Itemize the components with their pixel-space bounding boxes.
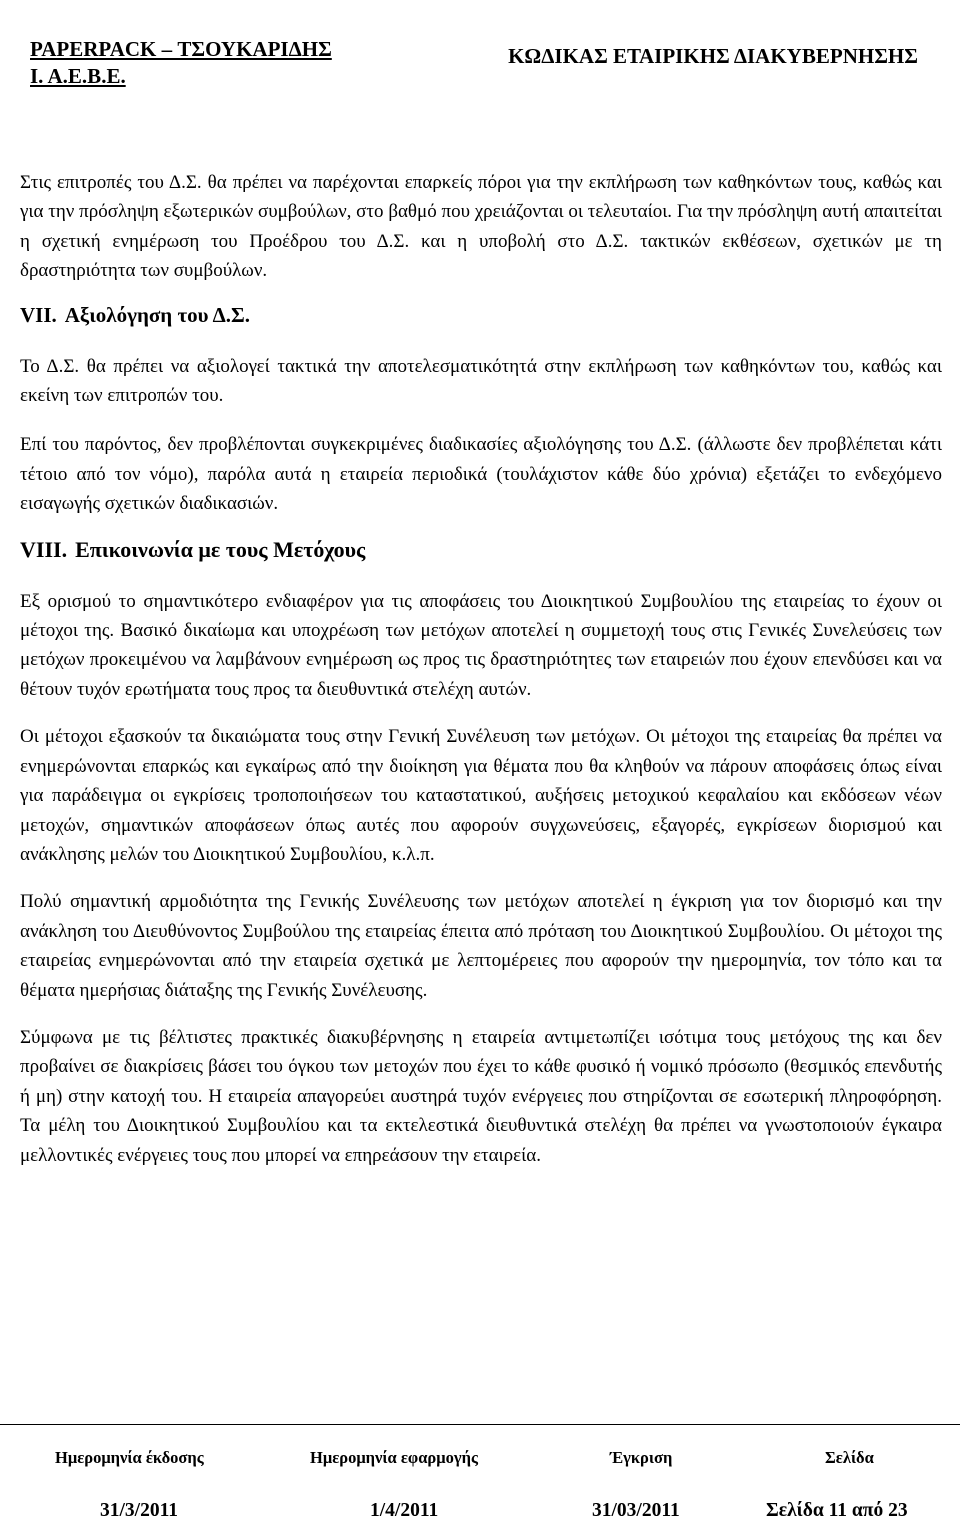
company-name-line1: PAPERPACK – ΤΣΟΥΚΑΡΙΔΗΣ <box>30 37 332 61</box>
footer-effective-date: 1/4/2011 <box>370 1500 439 1521</box>
paragraph-board-evaluation: Το Δ.Σ. θα πρέπει να αξιολογεί τακτικά την αποτελεσματικότητά στην εκπλήρωση των καθηκόντων του, καθώς και εκείνη των επιτροπών του. <box>20 355 942 407</box>
section-number: VII. <box>20 302 57 327</box>
footer-label-issue-date: Ημερομηνία έκδοσης <box>55 1448 204 1467</box>
paragraph-equal-treatment: Σύμφωνα με τις βέλτιστες πρακτικές διακυβέρνησης η εταιρεία αντιμετωπίζει ισότιμα τους μετόχους της και δεν προβαίνει σε διακρίσεις βάσει του όγκου των μετοχών που έχει το κάθε φυσικό ή νομικό πρόσωπο (θεσμικός επενδυτής ή μη) στην κατοχή του. Η εταιρεία απαγορεύει αυστηρά τυχόν ενέργειες που στηρίζονται σε εσωτερική πληροφόρηση. Τα μέλη του Διοικητικού Συμβουλίου και τα εκτελεστικά διευθυντικά στελέχη θα πρέπει να γνωστοποιούν έγκαιρα μελλοντικές ενέργειες τους που μπορεί να επηρεάσουν την εταιρεία. <box>20 1026 942 1166</box>
company-name <box>30 36 332 90</box>
document-title: ΚΩΔΙΚΑΣ ΕΤΑΙΡΙΚΗΣ ΔΙΑΚΥΒΕΡΝΗΣΗΣ <box>508 44 918 68</box>
footer-approval-date: 31/03/2011 <box>592 1500 680 1521</box>
section-heading-vii <box>20 300 942 330</box>
page-body <box>20 168 942 1170</box>
paragraph-committees-resources: Στις επιτροπές του Δ.Σ. θα πρέπει να παρέχονται επαρκείς πόροι για την εκπλήρωση των καθηκόντων τους, καθώς και για την πρόσληψη εξωτερικών συμβούλων, στο βαθμό που χρειάζονται οι τελευταίοι. Για την πρόσληψη αυτή απαιτείται η σχετική ενημέρωση του Προέδρου του Δ.Σ. και η υποβολή στο Δ.Σ. τακτικών εκθέσεων, σχετικών με τη δραστηριότητα των συμβούλων. <box>20 172 942 282</box>
section-title: Επικοινωνία με τους Μετόχους <box>75 536 366 562</box>
footer-issue-date: 31/3/2011 <box>100 1500 179 1521</box>
section-number: VIII. <box>20 536 68 562</box>
footer-page-number: Σελίδα 11 από 23 <box>766 1500 908 1521</box>
page-footer <box>0 1424 960 1520</box>
section-heading-viii <box>20 535 942 565</box>
paragraph-shareholder-interest: Εξ ορισμού το σημαντικότερο ενδιαφέρον για τις αποφάσεις του Διοικητικού Συμβουλίου της εταιρείας το έχουν οι μέτοχοι της. Βασικό δικαίωμα και υποχρέωση των μετόχων αποτελεί η συμμετοχή τους στις Γενικές Συνελεύσεις των μετόχων προκειμένου να λαμβάνουν ενημέρωση ως προς τις δραστηριότητες των εταιρειών που έχουν επενδύσει και να θέτουν τυχόν ερωτήματα τους προς τα διευθυντικά στελέχη αυτών. <box>20 590 942 700</box>
footer-label-effective-date: Ημερομηνία εφαρμογής <box>310 1448 478 1467</box>
paragraph-general-assembly: Πολύ σημαντική αρμοδιότητα της Γενικής Συνέλευσης των μετόχων αποτελεί η έγκριση για τον διορισμό και την ανάκληση του Διευθύνοντος Συμβούλου της εταιρείας έπειτα από πρόταση του Διοικητικού Συμβουλίου. Οι μέτοχοι της εταιρείας ενημερώνονται από την εταιρεία σχετικά με λεπτομέρειες που αφορούν την ημερομηνία, τον τόπο και τα θέματα ημερήσιας διάταξης της Γενικής Συνέλευσης. <box>20 891 942 1001</box>
section-title: Αξιολόγηση του Δ.Σ. <box>64 302 251 327</box>
paragraph-shareholder-rights: Οι μέτοχοι εξασκούν τα δικαιώματα τους στην Γενική Συνέλευση των μετόχων. Οι μέτοχοι της εταιρείας θα πρέπει να ενημερώνονται επαρκώς και εγκαίρως από την διοίκηση για θέματα που θα κληθούν να πάρουν αποφάσεις όπως είναι για παράδειγμα οι εγκρίσεις τροποποιήσεων του καταστατικού, αυξήσεις μετοχικού κεφαλαίου και εκδόσεων νέων μετοχών, σημαντικών αποφάσεων όπως αυτές που αφορούν συγχωνεύσεις, εξαγορές, εγκρίσεων διορισμού και ανάκλησης μελών του Διοικητικού Συμβουλίου, κ.λ.π. <box>20 726 942 865</box>
company-name-line2: Ι. Α.Ε.Β.Ε. <box>30 64 126 88</box>
page-header <box>0 0 960 108</box>
paragraph-evaluation-procedures: Επί του παρόντος, δεν προβλέπονται συγκεκριμένες διαδικασίες αξιολόγησης του Δ.Σ. (άλλωστε δεν προβλέπεται κάτι τέτοιο από τον νόμο), παρόλα αυτά η εταιρεία περιοδικά (τουλάχιστον κάθε δύο χρόνια) εξετάζει το ενδεχόμενο εισαγωγής σχετικών διαδικασιών. <box>20 434 942 515</box>
footer-values-row <box>0 1472 960 1520</box>
footer-label-approval: Έγκριση <box>610 1448 673 1467</box>
footer-label-page: Σελίδα <box>825 1448 874 1467</box>
